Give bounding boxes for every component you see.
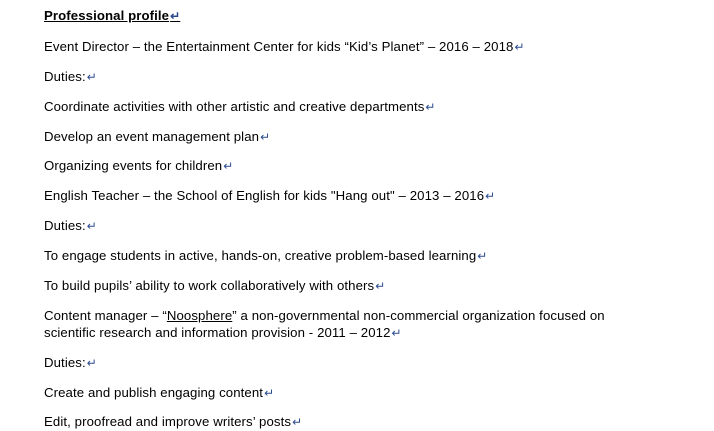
pilcrow-icon: ↵ [425,99,436,114]
pilcrow-icon: ↵ [292,415,303,430]
paragraph-duty-engage-students-text: To engage students in active, hands-on, creative problem-based learning [44,248,477,264]
pilcrow-icon: ↵ [485,189,496,204]
paragraph-duties-label-1-text: Duties: [44,68,86,84]
content-manager-line-1 [44,308,696,325]
paragraph-duties-label-2 [44,218,696,235]
content-manager-suffix: ” a non-governmental non-commercial organization focused on [232,307,605,323]
pilcrow-icon: ↵ [260,129,271,144]
paragraph-duty-develop-plan [44,129,696,146]
paragraph-duties-label-3-text: Duties: [44,354,86,370]
content-manager-prefix: Content manager – “ [44,307,167,323]
paragraph-duty-build-pupils-ability [44,278,696,295]
paragraph-duty-develop-plan-text: Develop an event management plan [44,128,260,144]
pilcrow-icon: ↵ [264,385,275,400]
paragraph-duties-label-1 [44,69,696,86]
paragraph-content-manager [44,308,696,342]
pilcrow-icon: ↵ [477,249,488,264]
paragraph-duties-label-2-text: Duties: [44,218,86,234]
paragraph-duty-organizing-events [44,158,696,175]
paragraph-duty-organizing-events-text: Organizing events for children [44,158,223,174]
pilcrow-icon: ↵ [170,9,181,23]
paragraph-duty-edit-proofread-text: Edit, proofread and improve writers’ posts [44,414,292,430]
paragraph-duties-label-3 [44,355,696,372]
paragraph-duty-coordinate-activities-text: Coordinate activities with other artistic and creative departments [44,98,425,114]
pilcrow-icon: ↵ [86,355,97,370]
paragraph-event-director-text: Event Director – the Entertainment Center for kids “Kid’s Planet” – 2016 – 2018 [44,38,514,54]
heading-professional-profile-text: Professional profile [44,8,170,23]
paragraph-event-director [44,39,696,56]
pilcrow-icon: ↵ [86,219,97,234]
paragraph-english-teacher [44,188,696,205]
paragraph-english-teacher-text: English Teacher – the School of English for kids "Hang out" – 2013 – 2016 [44,188,485,204]
pilcrow-icon: ↵ [514,39,525,54]
content-manager-spellcheck-word: Noosphere [166,307,233,323]
paragraph-duty-create-content [44,385,696,402]
pilcrow-icon: ↵ [391,325,402,340]
content-manager-line-2 [44,325,696,342]
paragraph-duty-create-content-text: Create and publish engaging content [44,384,264,400]
paragraph-duty-build-pupils-ability-text: To build pupils’ ability to work collaboratively with others [44,278,375,294]
paragraph-duty-engage-students [44,248,696,265]
heading-professional-profile [44,8,696,25]
content-manager-line-2-text: scientific research and information provision - 2011 – 2012 [44,324,391,340]
pilcrow-icon: ↵ [223,159,234,174]
paragraph-duty-coordinate-activities [44,99,696,116]
paragraph-duty-edit-proofread [44,414,696,431]
pilcrow-icon: ↵ [375,279,386,294]
pilcrow-icon: ↵ [86,69,97,84]
